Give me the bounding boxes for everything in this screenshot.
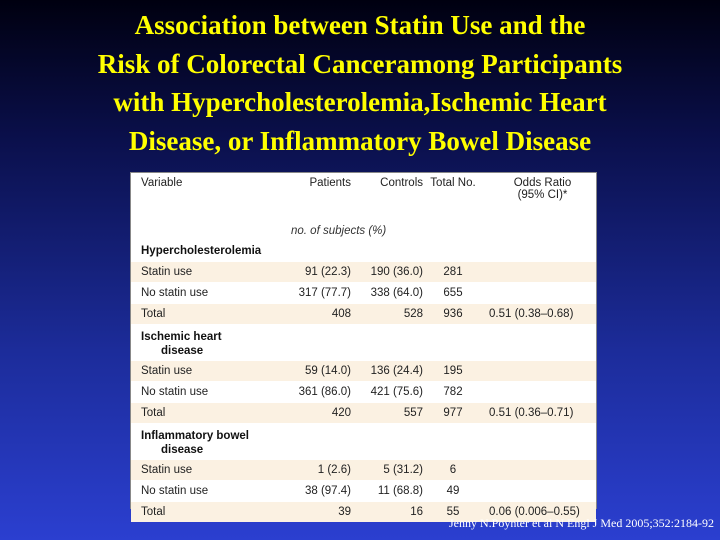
group-label-line-2: disease <box>161 444 204 456</box>
cell-controls: 5 (31.2) <box>351 460 423 481</box>
cell-patients: 38 (97.4) <box>281 481 351 502</box>
cell-patients: 39 <box>281 502 351 523</box>
cell-variable: No statin use <box>131 283 281 304</box>
cell-total: 55 <box>423 502 483 523</box>
title-line-1: Association between Statin Use and the <box>134 10 586 40</box>
cell-odds: 0.51 (0.36–0.71) <box>483 403 596 424</box>
cell-variable: No statin use <box>131 481 281 502</box>
cell-total: 6 <box>423 460 483 481</box>
header-total: Total No. <box>430 177 476 189</box>
data-table <box>131 173 596 522</box>
cell-variable: Statin use <box>131 460 281 481</box>
header-odds-line-1: Odds Ratio <box>513 177 572 189</box>
cell-patients: 408 <box>281 304 351 325</box>
cell-odds <box>483 361 596 382</box>
table-row <box>131 283 596 304</box>
cell-odds <box>483 262 596 283</box>
cell-patients: 1 (2.6) <box>281 460 351 481</box>
cell-controls: 421 (75.6) <box>351 382 423 403</box>
cell-total: 281 <box>423 262 483 283</box>
cell-total: 782 <box>423 382 483 403</box>
cell-odds <box>483 283 596 304</box>
group-label <box>131 324 596 361</box>
group-label: Hypercholesterolemia <box>141 245 262 257</box>
cell-variable: Statin use <box>131 262 281 283</box>
table-row <box>131 382 596 403</box>
cell-total: 195 <box>423 361 483 382</box>
cell-patients: 361 (86.0) <box>281 382 351 403</box>
header-odds-ratio <box>483 173 596 221</box>
group-label-line-1: Ischemic heart <box>141 331 222 343</box>
table-row <box>131 361 596 382</box>
cell-controls: 528 <box>351 304 423 325</box>
cell-total: 977 <box>423 403 483 424</box>
table-row <box>131 304 596 325</box>
group-label-line-1: Inflammatory bowel <box>141 430 249 442</box>
cell-total: 936 <box>423 304 483 325</box>
group-header-hypercholesterolemia <box>131 241 596 262</box>
slide-title <box>0 6 720 160</box>
cell-controls: 11 (68.8) <box>351 481 423 502</box>
header-variable: Variable <box>141 177 183 189</box>
cell-variable: Total <box>131 502 281 523</box>
table-row <box>131 481 596 502</box>
cell-odds <box>483 382 596 403</box>
cell-variable: Total <box>131 304 281 325</box>
header-patients: Patients <box>309 177 351 189</box>
cell-total: 49 <box>423 481 483 502</box>
group-header-inflammatory-bowel-disease <box>131 423 596 460</box>
title-line-2: Risk of Colorectal Canceramong Participants <box>97 48 623 79</box>
cell-controls: 338 (64.0) <box>351 283 423 304</box>
cell-odds: 0.51 (0.38–0.68) <box>483 304 596 325</box>
group-label-line-2: disease <box>161 345 204 357</box>
cell-patients: 59 (14.0) <box>281 361 351 382</box>
table-row <box>131 262 596 283</box>
header-odds-line-2: (95% CI)* <box>517 189 568 201</box>
cell-variable: Total <box>131 403 281 424</box>
header-controls: Controls <box>380 177 423 189</box>
group-label <box>131 423 596 460</box>
citation: Jenny N.Poynter et al N Engl J Med 2005;352:2184-92 <box>449 516 714 530</box>
cell-odds <box>483 460 596 481</box>
table-row <box>131 460 596 481</box>
cell-variable: Statin use <box>131 361 281 382</box>
cell-controls: 16 <box>351 502 423 523</box>
cell-patients: 317 (77.7) <box>281 283 351 304</box>
cell-total: 655 <box>423 283 483 304</box>
subheader-row <box>131 221 596 241</box>
table-row <box>131 403 596 424</box>
cell-controls: 557 <box>351 403 423 424</box>
subheader-text: no. of subjects (%) <box>291 225 387 237</box>
table-header-row <box>131 173 596 221</box>
title-line-4: Disease, or Inflammatory Bowel Disease <box>128 125 592 156</box>
cell-controls: 190 (36.0) <box>351 262 423 283</box>
statin-table <box>130 172 597 518</box>
cell-controls: 136 (24.4) <box>351 361 423 382</box>
cell-odds <box>483 481 596 502</box>
cell-patients: 91 (22.3) <box>281 262 351 283</box>
cell-patients: 420 <box>281 403 351 424</box>
group-header-ischemic-heart-disease <box>131 324 596 361</box>
cell-odds: 0.06 (0.006–0.55) <box>483 502 596 523</box>
cell-variable: No statin use <box>131 382 281 403</box>
title-line-3: with Hypercholesterolemia,Ischemic Heart <box>113 87 607 117</box>
